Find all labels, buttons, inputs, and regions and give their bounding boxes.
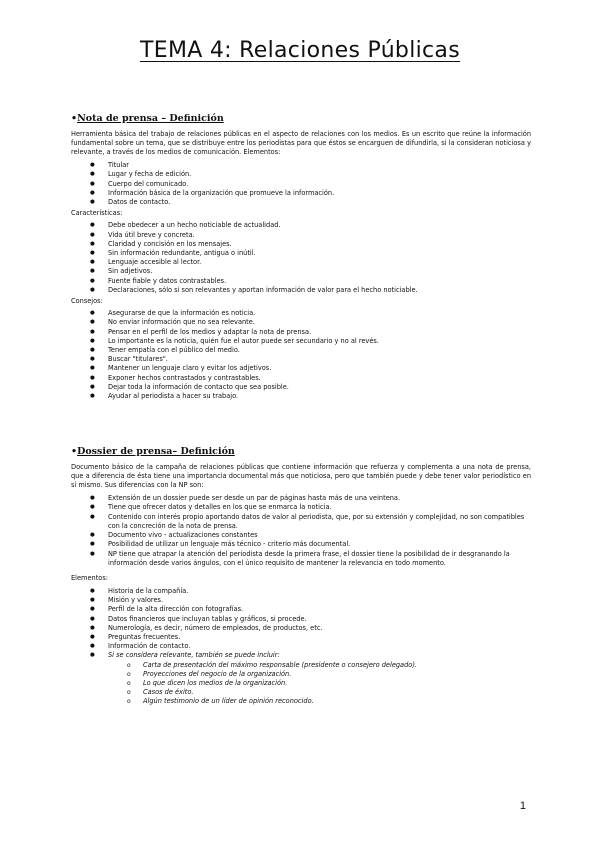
list-item: ● No enviar información que no sea relevante.: [71, 318, 531, 327]
list-item: ● Sin adjetivos.: [71, 267, 531, 276]
list-item: o Casos de éxito.: [71, 688, 531, 697]
elements-label: Elementos:: [71, 573, 108, 582]
section-intro: Herramienta básica del trabajo de relaciones públicas en el aspecto de relaciones con los medios. Es un escrito que reúne la información fundamental sobre un tema, que se distribuye entre los periodistas para que éstos se encarguen de difundirla, si la consideran noticiosa y relevante, a través de los medios de comunicación. Elementos:: [71, 130, 531, 157]
list-item: ● Debe obedecer a un hecho noticiable de actualidad.: [71, 221, 531, 230]
list-item: ● Pensar en el perfil de los medios y adaptar la nota de prensa.: [71, 328, 531, 337]
list-item: ● Datos de contacto.: [71, 198, 531, 207]
list-item: ● Titular: [71, 161, 531, 170]
list-item: ● Sin información redundante, antigua o inútil.: [71, 249, 531, 258]
list-item: ● Exponer hechos contrastados y contrastables.: [71, 374, 531, 383]
list-item: ● Tiene que ofrecer datos y detalles en los que se enmarca la noticia.: [71, 503, 531, 512]
elements-list: [71, 161, 531, 207]
differences-list: [71, 494, 531, 568]
heading-bullet: •: [71, 113, 78, 124]
list-item: ● Posibilidad de utilizar un lenguaje más técnico - criterio más documental.: [71, 540, 531, 549]
list-item: ● Documento vivo - actualizaciones constantes: [71, 531, 531, 540]
list-item: ● NP tiene que atrapar la atención del periodista desde la primera frase, el dossier tiene la posibilidad de ir desgranando la información desde varios ángulos, con el único requisito de mantener la relevancia en todo momento.: [71, 550, 531, 568]
section-nota-de-prensa: [71, 113, 531, 401]
list-item: ● Numerología, es decir, número de empleados, de productos, etc.: [71, 624, 531, 633]
list-item: ● Declaraciones, sólo si son relevantes y aportan información de valor para el hecho noticiable.: [71, 286, 531, 295]
list-item: o Algún testimonio de un líder de opinión reconocido.: [71, 697, 531, 706]
page-title: TEMA 4: Relaciones Públicas: [140, 38, 460, 63]
list-item: ● Extensión de un dossier puede ser desde un par de páginas hasta más de una veintena.: [71, 494, 531, 503]
features-list: [71, 221, 531, 295]
list-item: ● Lo importante es la noticia, quién fue el autor puede ser secundario y no al revés.: [71, 337, 531, 346]
page-number: 1: [519, 800, 526, 812]
list-item: ● Información básica de la organización que promueve la información.: [71, 189, 531, 198]
section-heading: [71, 113, 531, 125]
list-item: ● Vida útil breve y concreta.: [71, 231, 531, 240]
list-item: ● Datos financieros que incluyan tablas y gráficos, si procede.: [71, 615, 531, 624]
list-item: ● Preguntas frecuentes.: [71, 633, 531, 642]
tips-label: Consejos:: [71, 297, 103, 306]
list-item: o Proyecciones del negocio de la organización.: [71, 670, 531, 679]
tips-list: [71, 309, 531, 401]
list-item: ● Si se considera relevante, también se puede incluir:: [71, 651, 531, 660]
list-item: ● Mantener un lenguaje claro y evitar los adjetivos.: [71, 364, 531, 373]
heading-text: Dossier de prensa– Definición: [77, 446, 235, 457]
list-item: ● Historia de la compañía.: [71, 587, 531, 596]
list-item: ● Tener empatía con el público del medio.: [71, 346, 531, 355]
section-dossier-de-prensa: [71, 446, 531, 707]
list-item: ● Claridad y concisión en los mensajes.: [71, 240, 531, 249]
list-item: ● Fuente fiable y datos contrastables.: [71, 277, 531, 286]
features-label: Características:: [71, 209, 123, 218]
list-item: ● Misión y valores.: [71, 596, 531, 605]
list-item: ● Ayudar al periodista a hacer su trabajo.: [71, 392, 531, 401]
list-item: o Lo que dicen los medios de la organización.: [71, 679, 531, 688]
section-intro: Documento básico de la campaña de relaciones públicas que contiene información que refuerza y complementa a una nota de prensa, que a diferencia de ésta tiene una importancia documental más que noticiosa, pero que también puede y debe tener valor periodístico en sí mismo. Sus diferencias con la NP son:: [71, 463, 531, 490]
heading-text: Nota de prensa – Definición: [77, 113, 224, 124]
list-item: ● Lugar y fecha de edición.: [71, 170, 531, 179]
list-item: ● Dejar toda la información de contacto que sea posible.: [71, 383, 531, 392]
elements-list: [71, 587, 531, 661]
list-item: ● Cuerpo del comunicado.: [71, 180, 531, 189]
list-item: ● Lenguaje accesible al lector.: [71, 258, 531, 267]
list-item: ● Contenido con interés propio aportando datos de valor al periodista, que, por su extensión y complejidad, no son compatibles con la concreción de la nota de prensa.: [71, 513, 531, 531]
section-heading: [71, 446, 531, 458]
list-item: ● Buscar "titulares".: [71, 355, 531, 364]
optional-list: [71, 661, 531, 707]
list-item: ● Perfil de la alta dirección con fotografías.: [71, 605, 531, 614]
list-item: o Carta de presentación del máximo responsable (presidente o consejero delegado).: [71, 661, 531, 670]
list-item: ● Información de contacto.: [71, 642, 531, 651]
heading-bullet: •: [71, 446, 78, 457]
list-item: ● Asegurarse de que la información es noticia.: [71, 309, 531, 318]
